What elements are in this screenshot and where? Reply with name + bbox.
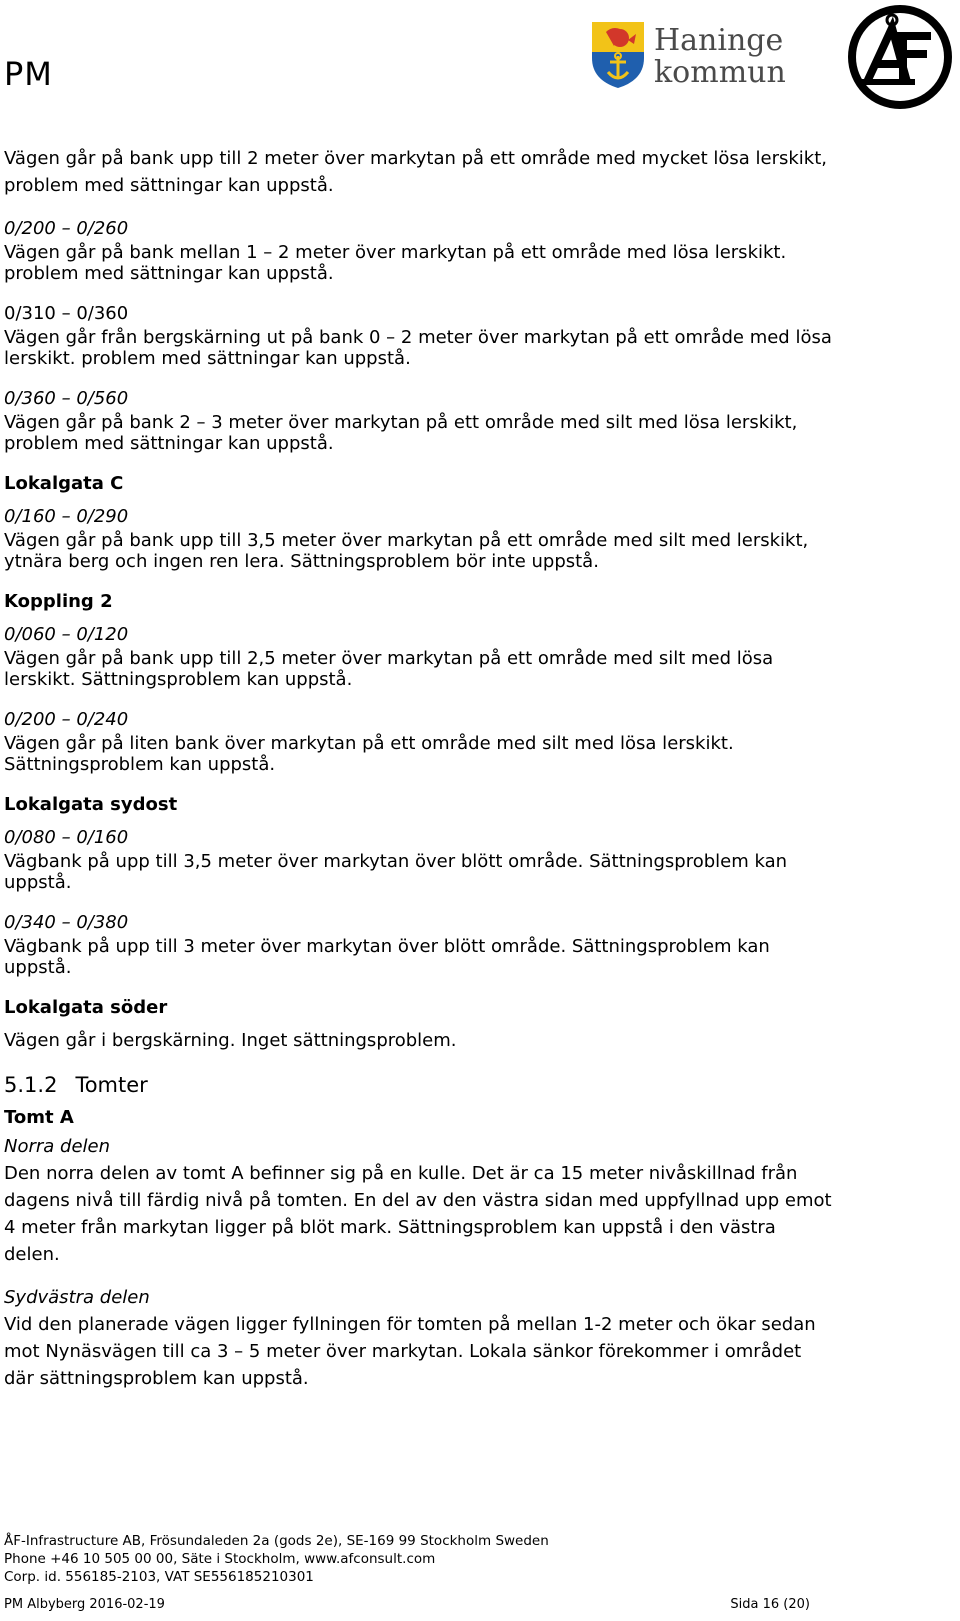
- section-item: [4, 503, 834, 572]
- chainage-range: 0/160 – 0/290: [4, 506, 129, 527]
- page-header-title: PM: [4, 55, 53, 93]
- heading-lokalgata-c: Lokalgata C: [4, 473, 124, 494]
- section-item: [4, 909, 834, 978]
- section-item: [4, 706, 834, 775]
- heading-lokalgata-soder: Lokalgata söder: [4, 997, 168, 1018]
- section-text: Vägbank på upp till 3 meter över markytan över blött område. Sättningsproblem kan uppstå.: [4, 936, 770, 978]
- section-text: Vägen går på liten bank över markytan på ett område med silt med lösa lerskikt. Sättningsproblem kan uppstå.: [4, 733, 734, 775]
- paragraph-norra-delen: Den norra delen av tomt A befinner sig på en kulle. Det är ca 15 meter nivåskillnad från dagens nivå till färdig nivå på tomten. En del av den västra sidan med uppfyllnad upp emot 4 meter från markytan ligger på blöt mark. Sättningsproblem kan uppstå i den västra delen.: [4, 1163, 832, 1265]
- section-text: Vägen går på bank mellan 1 – 2 meter över markytan på ett område med lösa lerskikt. problem med sättningar kan uppstå.: [4, 242, 787, 284]
- company-footer: [4, 1532, 549, 1586]
- logo-text-line2: kommun: [654, 55, 786, 90]
- chainage-range: 0/080 – 0/160: [4, 827, 129, 848]
- section-text: Vägen går på bank upp till 2,5 meter över markytan på ett område med silt med lösa lerskikt. Sättningsproblem kan uppstå.: [4, 648, 774, 690]
- chainage-range: 0/060 – 0/120: [4, 624, 129, 645]
- paragraph-sydvastra-delen: Vid den planerade vägen ligger fyllningen för tomten på mellan 1-2 meter och ökar sedan mot Nynäsvägen till ca 3 – 5 meter över markytan. Lokala sänkor förekommer i området där sättningsproblem kan uppstå.: [4, 1314, 816, 1389]
- section-text: Vägen går i bergskärning. Inget sättningsproblem.: [4, 1030, 457, 1051]
- footer-contact: Phone +46 10 505 00 00, Säte i Stockholm, www.afconsult.com: [4, 1551, 436, 1567]
- section-item: [4, 385, 834, 454]
- section-text: Vägbank på upp till 3,5 meter över markytan över blött område. Sättningsproblem kan uppstå.: [4, 851, 788, 893]
- section-text: Vägen går på bank upp till 3,5 meter över markytan på ett område med silt med lerskikt, ytnära berg och ingen ren lera. Sättningsproblem bör inte uppstå.: [4, 530, 809, 572]
- section-item: [4, 300, 834, 369]
- document-body: [4, 145, 834, 1408]
- haninge-kommun-logo: [590, 18, 800, 90]
- section-title: Tomter: [75, 1073, 148, 1097]
- shield-icon: [592, 22, 644, 88]
- chainage-range: 0/310 – 0/360: [4, 303, 129, 324]
- section-text: Vägen går från bergskärning ut på bank 0 – 2 meter över markytan på ett område med lösa lerskikt. problem med sättningar kan uppstå.: [4, 327, 832, 369]
- section-item: [4, 824, 834, 893]
- section-heading: [4, 1070, 834, 1100]
- chainage-range: 0/340 – 0/380: [4, 912, 129, 933]
- section-number: 5.1.2: [4, 1073, 58, 1097]
- document-reference: PM Albyberg 2016-02-19: [4, 1597, 165, 1612]
- heading-koppling-2: Koppling 2: [4, 591, 113, 612]
- footer-address: ÅF-Infrastructure AB, Frösundaleden 2a (gods 2e), SE-169 99 Stockholm Sweden: [4, 1533, 549, 1549]
- footer-corp-id: Corp. id. 556185-2103, VAT SE556185210301: [4, 1569, 314, 1585]
- section-item: [4, 215, 834, 284]
- af-logo: [845, 2, 955, 112]
- logo-text-line1: Haninge: [654, 23, 784, 58]
- heading-lokalgata-sydost: Lokalgata sydost: [4, 794, 178, 815]
- chainage-range: 0/200 – 0/240: [4, 709, 129, 730]
- chainage-range: 0/200 – 0/260: [4, 218, 129, 239]
- subheading-sydvastra-delen: Sydvästra delen: [4, 1287, 150, 1308]
- section-item: [4, 621, 834, 690]
- paragraph-intro: Vägen går på bank upp till 2 meter över markytan på ett område med mycket lösa lerskikt, problem med sättningar kan uppstå.: [4, 148, 828, 196]
- section-text: Vägen går på bank 2 – 3 meter över markytan på ett område med silt med lösa lerskikt, problem med sättningar kan uppstå.: [4, 412, 798, 454]
- page-number: Sida 16 (20): [730, 1597, 810, 1612]
- chainage-range: 0/360 – 0/560: [4, 388, 129, 409]
- heading-tomt-a: Tomt A: [4, 1107, 74, 1128]
- subheading-norra-delen: Norra delen: [4, 1136, 111, 1157]
